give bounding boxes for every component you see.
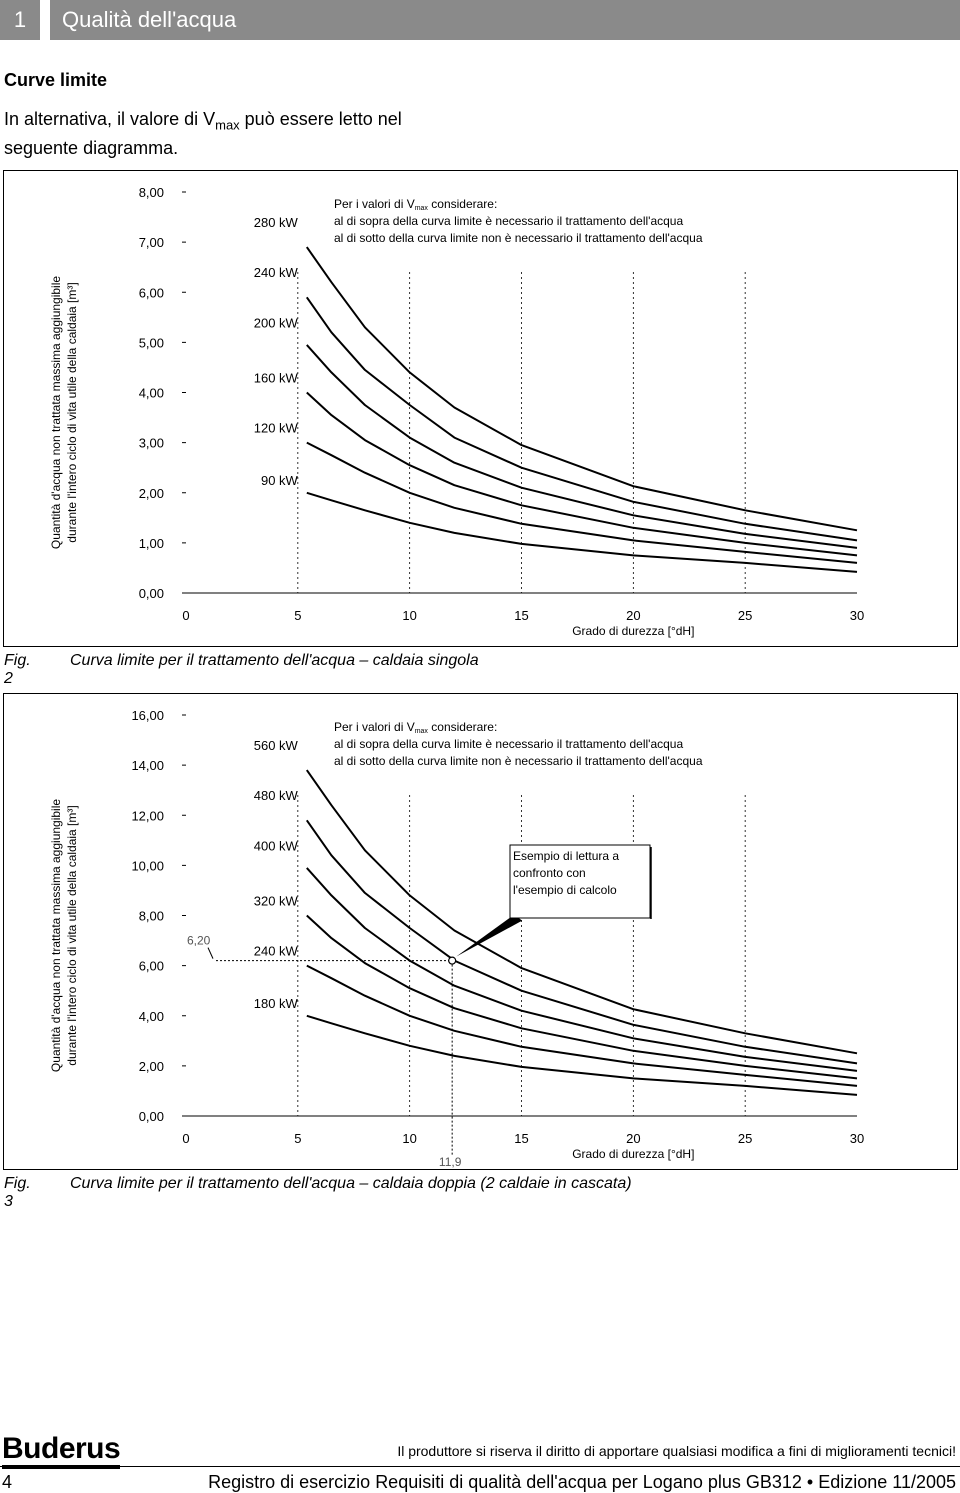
note-line-2: al di sopra della curva limite è necessario il trattamento dell'acqua: [334, 214, 684, 228]
note-text: considerare:: [427, 197, 498, 211]
curve-label: 90 kW: [260, 473, 298, 489]
note-text: Per i valori di V: [334, 197, 415, 211]
x-tick-label: 10: [402, 1131, 417, 1146]
x-tick-label: 10: [402, 608, 417, 623]
x-tick-label: 20: [626, 1131, 641, 1146]
example-box-text: l'esempio di calcolo: [513, 883, 617, 897]
logo-text: Buderus: [2, 1432, 120, 1469]
x-tick-label: 0: [182, 608, 190, 623]
figure-number: Fig. 2: [4, 652, 31, 687]
figure-caption-text: Curva limite per il trattamento dell'acqua – caldaia doppia (2 caldaie in cascata): [70, 1175, 632, 1192]
x-tick-label: 15: [514, 1131, 529, 1146]
y-axis-label: [49, 276, 79, 549]
example-y-value: 6,20: [187, 933, 211, 948]
y-tick-label: 0,00: [138, 586, 164, 601]
limit-curve: [307, 393, 857, 556]
note-line-2: al di sopra della curva limite è necessario il trattamento dell'acqua: [334, 737, 684, 751]
x-tick-label: 30: [849, 608, 865, 623]
x-axis-label: Grado di durezza [°dH]: [572, 1147, 695, 1161]
x-tick-label: 15: [514, 608, 529, 623]
curve-label: 560 kW: [253, 738, 298, 754]
footer-disclaimer: Il produttore si riserva il diritto di apportare qualsiasi modifica a fini di miglioramenti tecnici!: [397, 1443, 956, 1459]
curve-label: 320 kW: [253, 893, 298, 909]
y-tick-label: 4,00: [138, 385, 164, 401]
y-tick-label: 14,00: [131, 758, 164, 774]
y-tick-label: 4,00: [138, 1008, 164, 1024]
curve-label: 400 kW: [253, 838, 298, 854]
buderus-logo: [2, 1432, 120, 1466]
x-tick-label: 5: [294, 608, 302, 623]
intro-text-after: può essere letto nel seguente diagramma.: [4, 109, 402, 158]
footer-divider: [0, 1466, 960, 1467]
y-tick-label: 6,00: [138, 958, 164, 974]
chart-frame-single: [3, 170, 958, 647]
section-title: Curve limite: [4, 70, 108, 90]
limit-curve: [307, 916, 857, 1079]
y-tick-label: 3,00: [138, 435, 164, 451]
limit-curve: [307, 297, 857, 540]
example-y-leader: [208, 948, 213, 959]
x-tick-label: 30: [849, 1131, 865, 1146]
note-line-1: [334, 720, 497, 735]
y-tick-label: 7,00: [138, 235, 164, 251]
example-box-text: Esempio di lettura a: [513, 849, 620, 863]
y-tick-label: 2,00: [138, 485, 164, 501]
curve-label: 240 kW: [253, 265, 298, 281]
y-axis-label-line: durante l'intero ciclo di vita utile della caldaia [m³]: [65, 282, 79, 543]
x-tick-label: 5: [294, 1131, 302, 1146]
intro-subscript: max: [215, 117, 240, 133]
y-tick-label: 8,00: [138, 908, 164, 924]
chart-frame-double: [3, 693, 958, 1170]
note-line-3: al di sotto della curva limite non è necessario il trattamento dell'acqua: [334, 754, 703, 768]
y-tick-label: 6,00: [138, 285, 164, 301]
boiler-limit-chart-single: [4, 171, 957, 646]
note-line-1: [334, 197, 497, 212]
curve-label: 480 kW: [253, 788, 298, 804]
example-box-text: confronto con: [513, 866, 586, 880]
y-tick-label: 12,00: [131, 808, 164, 824]
boiler-limit-chart-double: [4, 694, 957, 1169]
note-subscript: max: [414, 728, 428, 735]
chapter-title: Qualità dell'acqua: [50, 0, 960, 40]
example-x-value: 11,9: [438, 1155, 462, 1169]
x-tick-label: 0: [182, 1131, 190, 1146]
curve-label: 160 kW: [253, 370, 298, 386]
y-tick-label: 8,00: [138, 185, 164, 200]
curve-label: 200 kW: [253, 315, 298, 331]
figure-caption-text: Curva limite per il trattamento dell'acqua – caldaia singola: [70, 652, 479, 669]
curve-label: 180 kW: [253, 996, 298, 1012]
note-text: considerare:: [427, 720, 498, 734]
x-tick-label: 20: [626, 608, 641, 623]
x-tick-label: 25: [737, 1131, 753, 1146]
chapter-number: 1: [0, 0, 40, 40]
note-line-3: al di sotto della curva limite non è necessario il trattamento dell'acqua: [334, 231, 703, 245]
x-axis-label: Grado di durezza [°dH]: [572, 624, 695, 638]
y-tick-label: 16,00: [131, 708, 164, 723]
curve-label: 120 kW: [253, 420, 298, 436]
document-title: Registro di esercizio Requisiti di qualità dell'acqua per Logano plus GB312 • Edizione 11/2005: [208, 1472, 956, 1492]
y-tick-label: 1,00: [138, 535, 164, 551]
y-tick-label: 0,00: [138, 1109, 164, 1124]
y-axis-label-line: Quantità d'acqua non trattata massima aggiungibile: [49, 798, 63, 1073]
curve-label: 240 kW: [253, 943, 298, 959]
note-subscript: max: [414, 205, 428, 212]
x-tick-label: 25: [737, 608, 753, 623]
figure-number: Fig. 3: [4, 1175, 31, 1210]
y-axis-label: [49, 799, 79, 1072]
intro-text-before: In alternativa, il valore di V: [4, 109, 216, 129]
example-point: [449, 957, 456, 964]
y-tick-label: 10,00: [131, 858, 164, 874]
curve-label: 280 kW: [253, 215, 298, 231]
note-text: Per i valori di V: [334, 720, 415, 734]
page-number: 4: [2, 1472, 13, 1492]
intro-paragraph: [4, 108, 464, 159]
y-tick-label: 2,00: [138, 1058, 164, 1074]
y-axis-label-line: durante l'intero ciclo di vita utile della caldaia [m³]: [65, 805, 79, 1066]
y-axis-label-line: Quantità d'acqua non trattata massima aggiungibile: [49, 275, 63, 550]
y-tick-label: 5,00: [138, 335, 164, 351]
